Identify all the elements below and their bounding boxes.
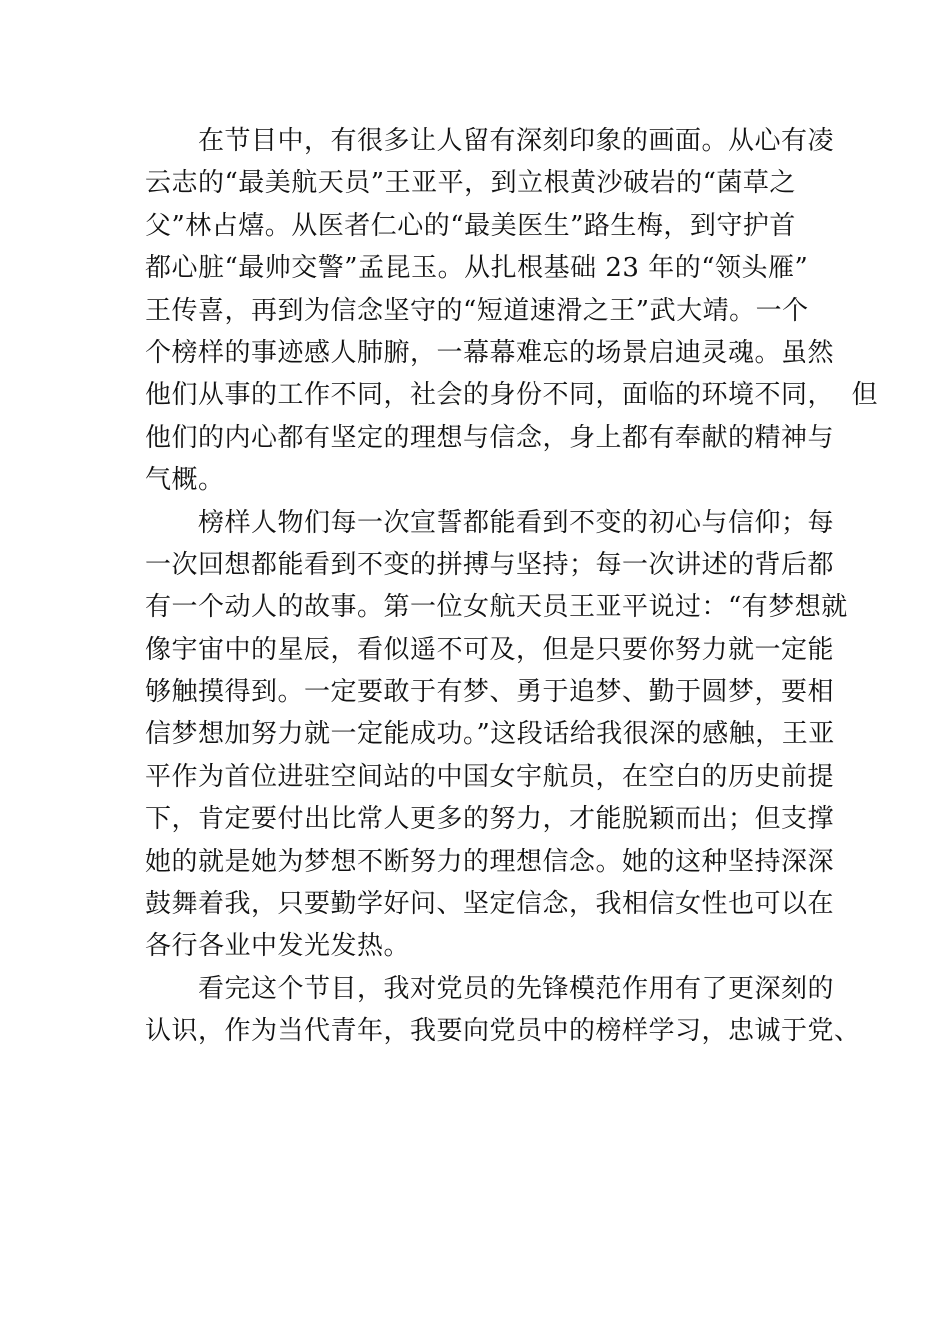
text-line-19: 鼓舞着我，只要勤学好问、坚定信念，我相信女性也可以在 (145, 889, 835, 920)
text-line-11: 一次回想都能看到不变的拼搏与坚持；每一次讲述的背后都 (145, 549, 835, 580)
text-line-2: 云志的“最美航天员”王亚平，到立根黄沙破岩的“菌草之 (145, 168, 796, 199)
text-line-14: 够触摸得到。一定要敢于有梦、勇于追梦、勤于圆梦，要相 (145, 677, 835, 708)
text-line-8: 他们的内心都有坚定的理想与信念，身上都有奉献的精神与 (145, 422, 835, 453)
body-text (145, 120, 879, 1053)
text-line-17: 下，肯定要付出比常人更多的努力，才能脱颖而出；但支撑 (145, 804, 835, 835)
text-line-1: 在节目中，有很多让人留有深刻印象的画面。从心有凌 (145, 126, 835, 156)
text-line-20: 各行各业中发光发热。 (145, 931, 411, 962)
text-line-13: 像宇宙中的星辰，看似遥不可及，但是只要你努力就一定能 (145, 634, 835, 665)
text-line-15: 信梦想加努力就一定能成功。”这段话给我很深的感触，王亚 (145, 719, 835, 750)
text-line-7: 他们从事的工作不同，社会的身份不同，面临的环境不同， 但 (145, 380, 879, 411)
text-line-18: 她的就是她为梦想不断努力的理想信念。她的这种坚持深深 (145, 846, 835, 877)
text-line-10: 榜样人物们每一次宣誓都能看到不变的初心与信仰；每 (145, 507, 835, 538)
text-line-9: 气概。 (145, 465, 225, 496)
text-line-21: 看完这个节目，我对党员的先锋模范作用有了更深刻的 (145, 973, 835, 1004)
text-line-6: 个榜样的事迹感人肺腑，一幕幕难忘的场景启迪灵魂。虽然 (145, 337, 835, 368)
text-line-4: 都心脏“最帅交警”孟昆玉。从扎根基础 23 年的“领头雁” (145, 253, 809, 284)
text-line-3: 父”林占熺。从医者仁心的“最美医生”路生梅，到守护首 (145, 210, 796, 241)
text-line-5: 王传喜，再到为信念坚守的“短道速滑之王”武大靖。一个 (145, 295, 809, 326)
text-line-16: 平作为首位进驻空间站的中国女宇航员，在空白的历史前提 (145, 761, 835, 792)
text-line-12: 有一个动人的故事。第一位女航天员王亚平说过：“有梦想就 (145, 592, 848, 623)
text-line-22: 认识，作为当代青年，我要向党员中的榜样学习，忠诚于党、 (145, 1016, 861, 1047)
